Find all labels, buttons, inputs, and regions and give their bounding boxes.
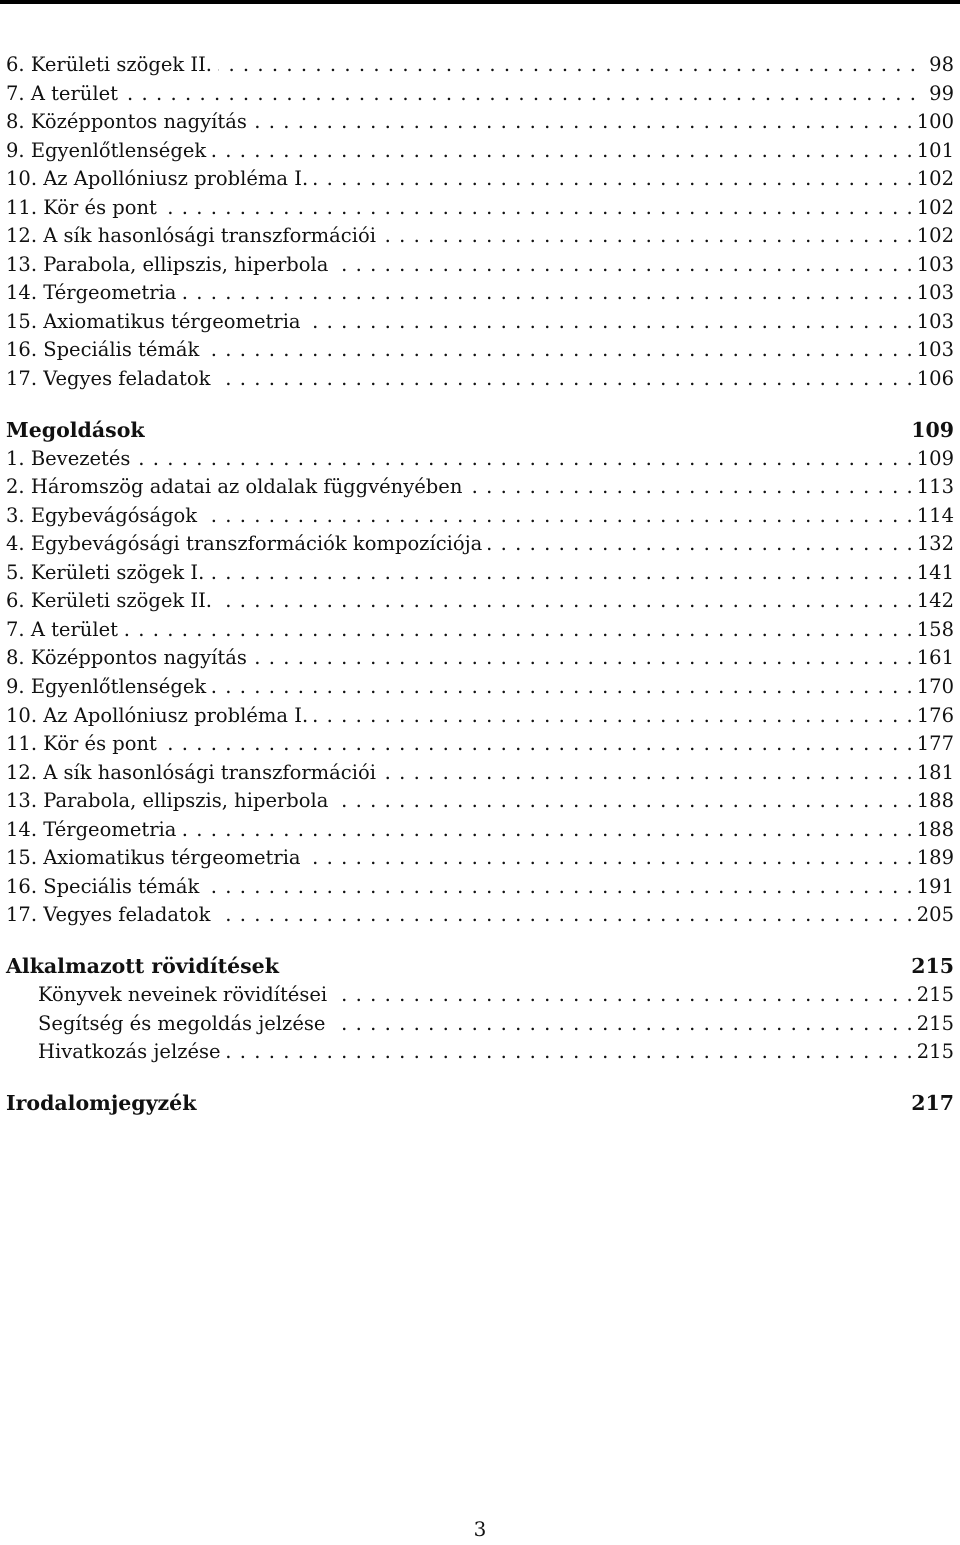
toc-entry-number: 3. <box>6 503 25 527</box>
toc-entry-title: Kerületi szögek II. <box>30 589 212 613</box>
toc-entry-label <box>6 616 118 645</box>
toc-entry-page: 215 <box>916 982 954 1006</box>
toc-entry-title: Az Apollóniusz probléma I. <box>43 703 309 727</box>
toc-entry-page: 188 <box>916 789 954 813</box>
toc-entry[interactable] <box>6 1010 954 1039</box>
toc-entry[interactable] <box>6 308 954 337</box>
toc-entry[interactable] <box>6 873 954 902</box>
toc-entry-label <box>6 365 210 394</box>
toc-entry[interactable] <box>6 80 954 109</box>
dot-leader <box>382 222 913 251</box>
toc-entry[interactable] <box>6 673 954 702</box>
toc-entry-number: 14. <box>6 817 38 841</box>
toc-entry-page: 176 <box>916 703 954 727</box>
toc-entry-label <box>6 308 301 337</box>
top-rule <box>0 0 960 4</box>
toc-entry-number: 2. <box>6 475 25 499</box>
dot-leader <box>182 279 912 308</box>
toc-entry-label <box>6 901 210 930</box>
table-of-contents <box>6 51 954 1118</box>
dot-leader <box>212 137 913 166</box>
toc-entry-page: 103 <box>916 338 954 362</box>
toc-entry-number: 7. <box>6 81 25 105</box>
toc-entry-page: 109 <box>916 446 954 470</box>
toc-entry[interactable] <box>6 336 954 365</box>
toc-entry-number: 17. <box>6 903 38 927</box>
toc-entry-title: Térgeometria <box>43 817 177 841</box>
toc-heading-irodalom[interactable] <box>6 1089 954 1118</box>
toc-entry-title: Speciális témák <box>43 874 200 898</box>
toc-entry[interactable] <box>6 445 954 474</box>
toc-entry-title: Parabola, ellipszis, hiperbola <box>43 252 329 276</box>
toc-entry-number: 6. <box>6 589 25 613</box>
toc-entry[interactable] <box>6 51 954 80</box>
toc-entry-page: 102 <box>916 167 954 191</box>
toc-entry-number: 9. <box>6 138 25 162</box>
toc-entry[interactable] <box>6 473 954 502</box>
toc-entry-label <box>6 165 308 194</box>
toc-entry-title: A sík hasonlósági transzformációi <box>43 224 376 248</box>
dot-leader <box>382 759 913 788</box>
toc-entry-number: 16. <box>6 338 38 362</box>
toc-entry[interactable] <box>6 502 954 531</box>
toc-entry-page: 177 <box>916 732 954 756</box>
toc-entry-page: 181 <box>916 760 954 784</box>
toc-entry-label <box>6 530 482 559</box>
toc-entry-label <box>6 702 308 731</box>
toc-entry-label <box>6 222 376 251</box>
toc-entry-label <box>6 759 376 788</box>
toc-entry-number: 5. <box>6 560 25 584</box>
toc-entry-label <box>6 644 247 673</box>
dot-leader <box>124 80 916 109</box>
toc-megoldasok-section <box>6 445 954 930</box>
toc-entry-number: 7. <box>6 617 25 641</box>
toc-entry-title: Speciális témák <box>43 338 200 362</box>
toc-entry-number: 17. <box>6 367 38 391</box>
toc-entry-number: 13. <box>6 789 38 813</box>
toc-entry[interactable] <box>6 222 954 251</box>
dot-leader <box>307 844 913 873</box>
toc-entry-number: 11. <box>6 195 38 219</box>
toc-entry-number: 8. <box>6 110 25 134</box>
toc-entry-title: Axiomatikus térgeometria <box>43 846 301 870</box>
toc-entry-page: 114 <box>916 503 954 527</box>
toc-entry-title: Egybevágósági transzformációk kompozíciója <box>30 532 483 556</box>
toc-entry-label <box>38 1038 221 1067</box>
toc-entry-title: Kör és pont <box>43 732 157 756</box>
toc-entry-number: 11. <box>6 732 38 756</box>
toc-entry-page: 102 <box>916 224 954 248</box>
toc-entry[interactable] <box>6 981 954 1010</box>
toc-entry-number: 13. <box>6 252 38 276</box>
dot-leader <box>331 1010 912 1039</box>
dot-leader <box>314 165 913 194</box>
toc-entry-label <box>6 787 328 816</box>
dot-leader <box>333 981 913 1010</box>
toc-entry-number: 12. <box>6 224 38 248</box>
toc-entry-number: 10. <box>6 703 38 727</box>
toc-heading-alkalmazott[interactable] <box>6 952 954 981</box>
dot-leader <box>205 873 912 902</box>
dot-leader <box>182 816 912 845</box>
toc-entry-label <box>6 473 462 502</box>
dot-leader <box>227 1038 913 1067</box>
toc-entry[interactable] <box>6 844 954 873</box>
toc-entry-page: 205 <box>916 903 954 927</box>
dot-leader <box>253 644 913 673</box>
toc-entry-label <box>6 80 118 109</box>
page-number: 3 <box>473 1517 487 1541</box>
toc-entry[interactable] <box>6 644 954 673</box>
toc-entry-label <box>6 51 212 80</box>
toc-entry-page: 101 <box>916 138 954 162</box>
toc-entry[interactable] <box>6 559 954 588</box>
dot-leader <box>210 559 912 588</box>
dot-leader <box>307 308 913 337</box>
dot-leader <box>218 51 916 80</box>
toc-entry-title: Vegyes feladatok <box>43 367 211 391</box>
toc-entry[interactable] <box>6 279 954 308</box>
toc-entry-label <box>6 673 206 702</box>
toc-entry-title: Középpontos nagyítás <box>30 646 247 670</box>
toc-alkalmazott-section <box>6 981 954 1067</box>
toc-entry-number: 1. <box>6 446 25 470</box>
dot-leader <box>124 616 913 645</box>
dot-leader <box>488 530 913 559</box>
toc-entry-number: 9. <box>6 674 25 698</box>
toc-entry[interactable] <box>6 365 954 394</box>
toc-entry-label <box>38 981 327 1010</box>
toc-entry-page: 142 <box>916 589 954 613</box>
toc-heading-page: 215 <box>911 954 954 979</box>
toc-entry[interactable] <box>6 1038 954 1067</box>
toc-entry-page: 106 <box>916 367 954 391</box>
toc-entry-number: 15. <box>6 846 38 870</box>
toc-entry-page: 191 <box>916 874 954 898</box>
toc-entry-page: 161 <box>916 646 954 670</box>
toc-entry-title: Egyenlőtlenségek <box>30 138 207 162</box>
toc-entry-title: Axiomatikus térgeometria <box>43 309 301 333</box>
toc-entry-title: Bevezetés <box>30 446 131 470</box>
toc-entry[interactable] <box>6 759 954 788</box>
dot-leader <box>334 787 912 816</box>
toc-entry-title: Segítség és megoldás jelzése <box>38 1011 326 1035</box>
toc-entry[interactable] <box>6 194 954 223</box>
toc-entry-page: 215 <box>916 1040 954 1064</box>
toc-entry[interactable] <box>6 616 954 645</box>
toc-entry-page: 102 <box>916 195 954 219</box>
dot-leader <box>216 901 912 930</box>
toc-entry-number: 16. <box>6 874 38 898</box>
dot-leader <box>163 730 913 759</box>
toc-entry-label <box>6 251 328 280</box>
toc-entry-number: 8. <box>6 646 25 670</box>
dot-leader <box>136 445 912 474</box>
toc-entry-label <box>6 730 157 759</box>
toc-entry-label <box>6 559 204 588</box>
toc-entry[interactable] <box>6 730 954 759</box>
toc-entry-number: 12. <box>6 760 38 784</box>
toc-entry-label <box>6 816 176 845</box>
toc-heading-page: 109 <box>911 418 954 443</box>
toc-entry-page: 103 <box>916 281 954 305</box>
toc-entry-number: 14. <box>6 281 38 305</box>
toc-entry-label <box>6 844 301 873</box>
toc-entry[interactable] <box>6 587 954 616</box>
toc-entry-title: A terület <box>30 617 118 641</box>
dot-leader <box>216 365 912 394</box>
toc-entry-page: 158 <box>916 617 954 641</box>
toc-entry-page: 113 <box>916 475 954 499</box>
toc-entry-page: 103 <box>916 252 954 276</box>
toc-entry-title: Könyvek neveinek rövidítései <box>38 982 328 1006</box>
toc-entry-title: A sík hasonlósági transzformációi <box>43 760 376 784</box>
dot-leader <box>468 473 912 502</box>
toc-entry-label <box>6 137 206 166</box>
toc-entry[interactable] <box>6 901 954 930</box>
toc-entry-page: 98 <box>929 53 954 76</box>
toc-entry-label <box>6 194 157 223</box>
toc-entry-title: Egyenlőtlenségek <box>30 674 207 698</box>
toc-entry-title: Térgeometria <box>43 281 177 305</box>
toc-heading-megoldasok[interactable] <box>6 416 954 445</box>
toc-entry[interactable] <box>6 251 954 280</box>
toc-entry-number: 6. <box>6 53 25 76</box>
toc-entry-label <box>6 587 212 616</box>
toc-entry-title: Hivatkozás jelzése <box>38 1040 221 1064</box>
toc-entry[interactable] <box>6 137 954 166</box>
toc-entry-label <box>6 108 247 137</box>
toc-entry-label <box>6 445 130 474</box>
dot-leader <box>253 108 913 137</box>
toc-entry-page: 99 <box>929 81 954 105</box>
toc-entry-page: 170 <box>916 674 954 698</box>
toc-entry-page: 100 <box>916 110 954 134</box>
toc-entry-label <box>6 279 176 308</box>
toc-entry-title: Kör és pont <box>43 195 157 219</box>
toc-entry-page: 215 <box>916 1011 954 1035</box>
toc-entry[interactable] <box>6 787 954 816</box>
dot-leader <box>218 587 913 616</box>
toc-entry-title: Vegyes feladatok <box>43 903 211 927</box>
toc-entry-label <box>6 502 197 531</box>
dot-leader <box>314 702 913 731</box>
toc-entry[interactable] <box>6 816 954 845</box>
toc-entry-label <box>38 1010 325 1039</box>
toc-entry-page: 189 <box>916 846 954 870</box>
toc-entry[interactable] <box>6 530 954 559</box>
toc-entry-title: Középpontos nagyítás <box>30 110 247 134</box>
toc-entry-number: 15. <box>6 309 38 333</box>
toc-entry[interactable] <box>6 165 954 194</box>
toc-heading-page: 217 <box>911 1091 954 1116</box>
toc-entry-title: Az Apollóniusz probléma I. <box>43 167 309 191</box>
dot-leader <box>212 673 913 702</box>
toc-entry-title: A terület <box>30 81 118 105</box>
toc-heading-title: Alkalmazott rövidítések <box>6 954 279 979</box>
toc-entry-page: 188 <box>916 817 954 841</box>
toc-entry-page: 141 <box>916 560 954 584</box>
toc-entry-page: 132 <box>916 532 954 556</box>
toc-heading-title: Megoldások <box>6 418 145 443</box>
toc-continued-section <box>6 51 954 394</box>
toc-entry-title: Kerületi szögek I. <box>30 560 205 584</box>
toc-entry-number: 4. <box>6 532 25 556</box>
dot-leader <box>334 251 912 280</box>
dot-leader <box>163 194 913 223</box>
toc-entry-title: Háromszög adatai az oldalak függvényében <box>30 475 463 499</box>
toc-entry-title: Parabola, ellipszis, hiperbola <box>43 789 329 813</box>
toc-heading-title: Irodalomjegyzék <box>6 1091 197 1116</box>
toc-entry-title: Kerületi szögek II. <box>30 53 212 76</box>
dot-leader <box>203 502 913 531</box>
dot-leader <box>205 336 912 365</box>
toc-entry[interactable] <box>6 108 954 137</box>
toc-entry-title: Egybevágóságok <box>30 503 198 527</box>
toc-entry[interactable] <box>6 702 954 731</box>
toc-entry-number: 10. <box>6 167 38 191</box>
toc-entry-page: 103 <box>916 309 954 333</box>
toc-entry-label <box>6 336 199 365</box>
toc-entry-label <box>6 873 199 902</box>
